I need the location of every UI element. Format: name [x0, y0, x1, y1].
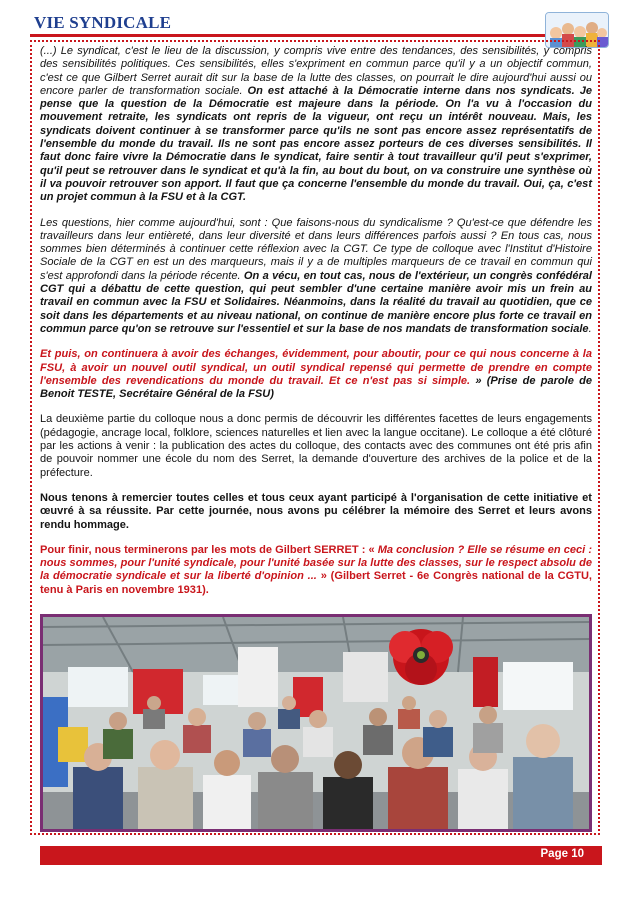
paragraph-2-part-2: On a vécu, en tout cas, nous de l'extérieur, un congrès confédéral CGT qui a débattu de cette question, qui peut sembler d'une certaine manière avoir mis un frein au travail en commun avec la FSU et Solidaires. Néanmoins, dans la réalité du travail au quotidien, que ce soit dans les départements et au niveau national, on continue de manière encore plus forte ce travail en commun parce qu'on se retrouve sur l'essentiel et sur la base de nos mandats de transformation sociale	[40, 269, 593, 335]
paragraph-2	[40, 217, 592, 337]
paragraph-3-part-2: » (Prise de parole de Benoit TESTE, Secrétaire Général de la FSU)	[40, 374, 592, 401]
paragraph-2-part-1: Les questions, hier comme aujourd'hui, sont : Que faisons-nous du syndicalisme ? Qu'est-ce que défendre les travailleurs dans leur entièreté, dans leur diversité et dans leurs différences parfois aussi ? En tous cas, nous sommes bien déterminés à continuer cette réflexion avec la CGT. Ce type de colloque avec l'Institut d'Histoire Sociale de la CGT en est un des marqueurs, mais il y a de multiples marqueurs de ce travail en commun qui s'est approfondi dans la période récente.	[40, 216, 592, 282]
article-body	[40, 45, 592, 609]
paragraph-3	[40, 348, 592, 401]
paragraph-6-part-1: Pour finir, nous terminerons par les mots de Gilbert SERRET : «	[40, 543, 378, 556]
paragraph-4: La deuxième partie du colloque nous a donc permis de découvrir les différentes facettes de leurs engagements (pédagogie, ancrage local, folklore, sciences naturelles et lien avec la langue occitane). Le colloque a été clôturé par les actions à venir : la publication des actes du colloque, des contacts avec des communes ont été pris afin de pouvoir nommer une école du nom des Serret, la demande d'ouverture des archives de la police et de la préfecture.	[40, 413, 592, 479]
paragraph-6-quote: Ma conclusion ? Elle se résume en ceci : nous sommes, pour l'unité syndicale, pour l'unité basée sur la lutte des classes, sur le respect absolu de la démocratie syndicale et sur la liberté d'opinion ...	[40, 543, 592, 583]
paragraph-6	[40, 544, 592, 597]
paragraph-1-part-2: On est attaché à la Démocratie interne dans nos syndicats. Je pense que la question de la Démocratie est majeure dans la période. On l'a vu à l'occasion du mouvement retraite, les syndicats ont repris de la vigueur, ont reçu un intérêt nouveau. Mais, les syndicats doivent continuer à se transformer parce qu'ils ne sont pas encore assez représentatifs de l'ensemble du monde du travail. Ils ne sont pas encore assez porteurs de ces diverses sensibilités. Il faut donc faire vivre la Démocratie dans le syndicat, faire sentir à tout travailleur qu'il peut s'exprimer, qu'il peut se retrouver dans le syndicat et qu'à la fin, au bout du bout, on va construire une synthèse où il va pouvoir retrouver son apport. Il faut que ça concerne l'ensemble du monde du travail. Oui, ça, c'est un projet commun à la FSU et à la CGT.	[40, 84, 592, 204]
colloquium-photo	[40, 614, 592, 832]
paragraph-5: Nous tenons à remercier toutes celles et tous ceux ayant participé à l'organisation de cette initiative et œuvré à sa réussite. Par cette journée, nous avons pu célébrer la mémoire des Serret et leurs avons rendu hommage.	[40, 491, 592, 531]
page-number: Page 10	[540, 848, 584, 860]
paragraph-1	[40, 45, 592, 205]
paragraph-6-part-3: » (Gilbert Serret - 6e Congrès national de la CGTU, tenu à Paris en novembre 1931).	[40, 570, 593, 596]
section-title: VIE SYNDICALE	[34, 13, 172, 32]
footer-bar	[40, 846, 602, 865]
header-divider	[30, 34, 602, 37]
paragraph-2-part-3: .	[588, 322, 592, 335]
paragraph-1-part-1: (...) Le syndicat, c'est le lieu de la discussion, y compris vive entre des tendances, des sensibilités, y compris des sensibilités politiques. Ces sensibilités, elles s'expriment en commun parce qu'il y a un objectif commun, c'est ce que Gilbert Serret aurait dit sur la base de la lutte des classes, on pourrait le dire aujourd'hui aussi ou encore parler de transformation sociale.	[40, 45, 592, 97]
paragraph-3-part-1: Et puis, on continuera à avoir des échanges, évidemment, pour aboutir, pour ce qui nous concerne à la FSU, à avoir un nouvel outil syndical, un outil syndical repensé qui permette de prendre en compte l'ensemble des revendications du monde du travail. Et ce n'est pas si simple.	[40, 348, 592, 387]
